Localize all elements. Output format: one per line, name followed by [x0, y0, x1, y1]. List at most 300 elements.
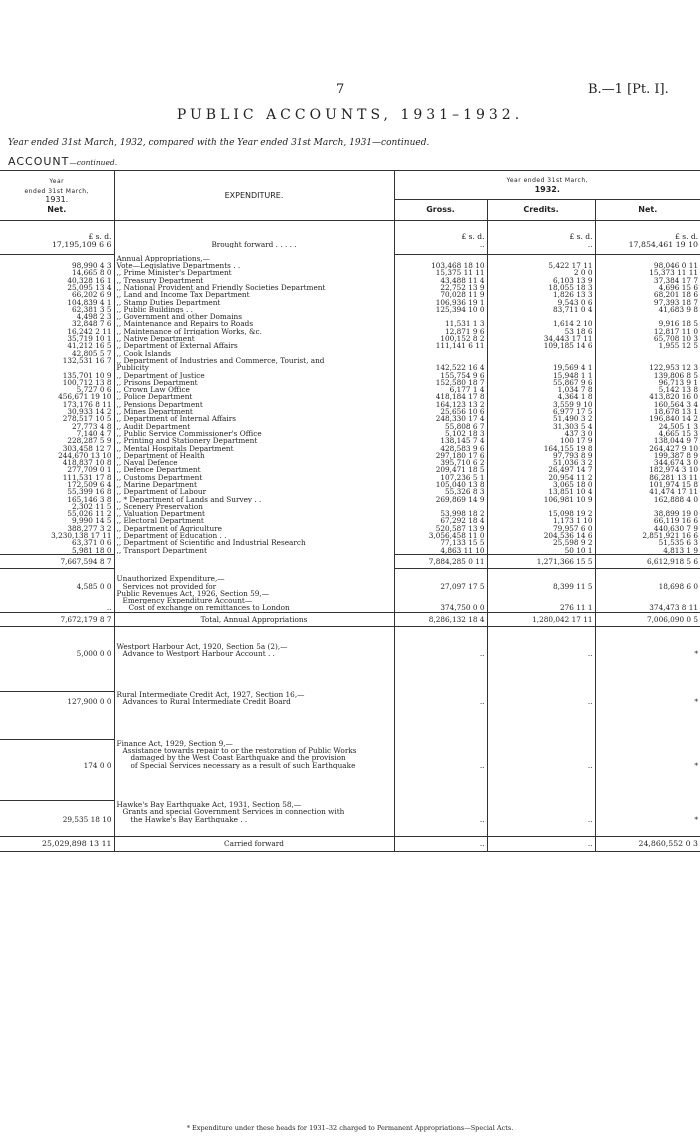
brought-forward-row	[0, 241, 700, 249]
vote-credits	[487, 313, 595, 320]
unit-prev: £ s. d.	[88, 232, 112, 241]
bf-label-cell	[114, 241, 394, 249]
vote-net: 68,201 18 6	[595, 291, 700, 298]
vote-prev: 25,095 13 4	[67, 283, 112, 292]
finance-row	[0, 762, 700, 769]
vote-gross: 155,754 9 6	[394, 372, 487, 379]
vote-desc: ,, Mental Hospitals Department	[114, 445, 394, 452]
vote-gross: 15,375 11 11	[394, 269, 487, 276]
vote-row	[0, 445, 700, 452]
vote-row	[0, 357, 700, 364]
total-label: Total, Annual Appropriations	[114, 612, 394, 626]
unauth-heading: Unauthorized Expenditure,—	[114, 575, 394, 582]
prev-year-h1: Year	[49, 178, 65, 185]
vote-gross	[394, 350, 487, 357]
exchange-prev: ..	[106, 604, 112, 613]
curr-year-header	[394, 171, 700, 200]
vote-gross: 11,531 1 3	[394, 320, 487, 327]
vote-prev: 244,670 13 10	[58, 451, 112, 460]
vote-net: 86,281 13 11	[595, 474, 700, 481]
vote-row	[0, 401, 700, 408]
subtotal-row	[0, 554, 700, 568]
hawkes-credits: ..	[487, 816, 595, 823]
vote-gross: 111,141 6 11	[394, 342, 487, 349]
vote-desc: ,, Department of Health	[114, 452, 394, 459]
vote-net: 37,384 17 7	[595, 277, 700, 284]
vote-prev: 32,848 7 6	[72, 320, 112, 328]
prev-year-h3: 1931.	[45, 195, 69, 204]
vote-row	[0, 350, 700, 357]
subtotal-net: 6,612,918 5 6	[595, 554, 700, 568]
vote-row	[0, 284, 700, 291]
unauth-credits: 8,399 11 5	[487, 583, 595, 590]
cf-label: Carried forward	[114, 837, 394, 852]
vote-row	[0, 452, 700, 459]
vote-gross: 297,180 17 6	[394, 452, 487, 459]
vote-prev: 42,805 5 7	[72, 349, 112, 357]
vote-net: 5,142 13 8	[595, 386, 700, 393]
total-gross: 8,286,132 18 4	[394, 612, 487, 626]
rural-net: *	[595, 698, 700, 705]
westport-prev: 5,000 0 0	[76, 649, 112, 658]
vote-gross: 55,326 8 3	[394, 488, 487, 495]
vote-desc: ,, Printing and Stationery Department	[114, 437, 394, 444]
vote-gross: 103,468 18 10	[394, 262, 487, 269]
vote-prev: 3,230,138 17 11	[51, 532, 112, 540]
vote-desc: ,, Department of Industries and Commerce, Tourist, and	[114, 357, 394, 364]
vote-gross: 209,471 18 5	[394, 466, 487, 473]
account-continued: —continued.	[69, 158, 118, 167]
rural-prev: 127,900 0 0	[67, 698, 112, 706]
vote-desc: ,, Defence Department	[114, 466, 394, 473]
unauth-gross: 27,097 17 5	[394, 583, 487, 590]
vote-row	[0, 262, 700, 269]
vote-credits	[487, 357, 595, 364]
finance-gross: ..	[394, 762, 487, 769]
vote-row	[0, 525, 700, 532]
cf-prev: 25,029,898 13 11	[0, 837, 114, 852]
hawkes-net: *	[595, 816, 700, 823]
vote-row	[0, 335, 700, 342]
vote-row	[0, 510, 700, 517]
vote-gross: 395,710 6 2	[394, 459, 487, 466]
vote-row	[0, 503, 700, 510]
unauth-line: Services not provided for	[114, 583, 394, 590]
vote-desc: ,, National Provident and Friendly Societies Department	[114, 284, 394, 291]
vote-net: 24,505 1 3	[595, 423, 700, 430]
vote-net: 4,813 1 9	[595, 547, 700, 555]
unauth-row	[0, 583, 700, 590]
vote-row	[0, 547, 700, 555]
vote-gross	[394, 357, 487, 364]
footnote: * Expenditure under these heads for 1931–32 charged to Permanent Appropriations—Special Acts.	[186, 1124, 514, 1132]
hawkes-prev: 29,535 18 10	[62, 815, 112, 823]
vote-prev: 111,531 17 8	[62, 473, 112, 481]
vote-gross: 418,184 17 8	[394, 393, 487, 400]
vote-row	[0, 342, 700, 349]
vote-row	[0, 532, 700, 539]
rural-row	[0, 698, 700, 705]
vote-gross: 5,102 18 3	[394, 430, 487, 437]
vote-gross: 70,028 11 9	[394, 291, 487, 298]
vote-prev: 303,458 12 7	[62, 444, 112, 452]
vote-credits: 9,543 0 6	[487, 299, 595, 306]
unit-gross: £ s. d.	[394, 221, 487, 241]
vote-net: 264,427 9 10	[595, 445, 700, 452]
vote-credits: 1,034 7 8	[487, 386, 595, 393]
vote-credits: 2 0 0	[487, 269, 595, 276]
vote-desc: ,, Department of External Affairs	[114, 342, 394, 349]
cf-gross: ..	[394, 837, 487, 852]
unauth-act: Public Revenues Act, 1926, Section 59,—	[114, 590, 394, 597]
vote-desc: ,, Police Department	[114, 393, 394, 400]
vote-net: 1,955 12 5	[595, 342, 700, 349]
vote-prev: 62,381 3 5	[72, 305, 112, 314]
vote-gross: 12,871 9 6	[394, 328, 487, 335]
vote-row	[0, 393, 700, 400]
vote-net: 101,974 15 8	[595, 481, 700, 488]
vote-desc: ,, Stamp Duties Department	[114, 299, 394, 306]
vote-desc: ,, Department of Internal Affairs	[114, 415, 394, 422]
vote-credits: 106,981 10 9	[487, 496, 595, 503]
vote-gross: 4,863 11 10	[394, 547, 487, 555]
vote-prev: 27,773 4 8	[72, 422, 112, 430]
vote-credits: 109,185 14 6	[487, 342, 595, 349]
vote-desc: ,, Mines Department	[114, 408, 394, 415]
vote-row	[0, 269, 700, 276]
vote-desc: ,, Public Buildings . .	[114, 306, 394, 313]
vote-desc: ,, Department of Agriculture	[114, 525, 394, 532]
vote-gross: 25,656 10 6	[394, 408, 487, 415]
vote-gross: 142,522 16 4	[394, 364, 487, 371]
vote-desc: ,, Public Service Commissioner's Office	[114, 430, 394, 437]
vote-desc: ,, Department of Scientific and Industrial Research	[114, 539, 394, 546]
vote-prev: 277,709 0 1	[67, 466, 112, 474]
vote-prev: 135,701 10 9	[62, 371, 112, 379]
vote-gross: 3,056,458 11 0	[394, 532, 487, 539]
net-header: Net.	[595, 200, 700, 221]
vote-net: 196,840 14 2	[595, 415, 700, 422]
vote-prev: 132,531 16 7	[62, 356, 112, 365]
unit-credits: £ s. d.	[487, 221, 595, 241]
vote-row	[0, 408, 700, 415]
vote-desc: ,, Customs Department	[114, 474, 394, 481]
vote-row	[0, 277, 700, 284]
rural-line1: Rural Intermediate Credit Act, 1927, Section 16,—	[114, 691, 394, 698]
westport-net: *	[595, 650, 700, 657]
vote-net: 65,708 10 3	[595, 335, 700, 342]
vote-net: 66,119 16 6	[595, 517, 700, 524]
vote-net: 139,806 8 5	[595, 372, 700, 379]
vote-gross: 67,292 18 4	[394, 517, 487, 524]
vote-credits: 26,497 14 7	[487, 466, 595, 473]
subtotal-gross: 7,884,285 0 11	[394, 554, 487, 568]
vote-credits: 55,867 9 6	[487, 379, 595, 386]
vote-prev: 228,287 5 9	[67, 437, 112, 445]
vote-net: 41,474 17 11	[595, 488, 700, 495]
vote-credits	[487, 350, 595, 357]
bf-prev: 17,195,109 6 6	[51, 240, 112, 249]
vote-desc: ,, Prisons Department	[114, 379, 394, 386]
bf-gross: ..	[394, 241, 487, 249]
vote-row	[0, 430, 700, 437]
exchange-gross: 374,750 0 0	[394, 604, 487, 612]
vote-desc: ,, Audit Department	[114, 423, 394, 430]
vote-net: 41,683 9 8	[595, 306, 700, 313]
vote-net: 38,899 19 0	[595, 510, 700, 517]
finance-line4: of Special Services necessary as a result of such Earthquake	[114, 762, 394, 769]
vote-row	[0, 481, 700, 488]
vote-gross: 77,133 15 5	[394, 539, 487, 546]
vote-row	[0, 306, 700, 313]
bf-credits: ..	[487, 241, 595, 249]
vote-credits: 204,536 14 6	[487, 532, 595, 539]
vote-credits: 51,036 3 2	[487, 459, 595, 466]
exchange-net: 374,473 8 11	[595, 604, 700, 612]
vote-credits: 13,851 10 4	[487, 488, 595, 495]
vote-gross: 6,177 1 4	[394, 386, 487, 393]
annual-heading: Annual Appropriations,—	[114, 255, 394, 262]
hawkes-gross: ..	[394, 816, 487, 823]
page-subtitle: Year ended 31st March, 1932, compared with the Year ended 31st March, 1931—continued.	[8, 138, 430, 148]
vote-credits: 25,598 9 2	[487, 539, 595, 546]
vote-desc: ,, Pensions Department	[114, 401, 394, 408]
vote-prev: 165,146 3 8	[67, 495, 112, 503]
expenditure-header: EXPENDITURE.	[114, 171, 394, 221]
vote-credits: 6,103 13 9	[487, 277, 595, 284]
vote-row	[0, 496, 700, 503]
vote-desc: ,, Land and Income Tax Department	[114, 291, 394, 298]
vote-desc: ,, Valuation Department	[114, 510, 394, 517]
vote-net	[595, 357, 700, 364]
vote-desc: ,, Department of Justice	[114, 372, 394, 379]
vote-desc: Vote—Legislative Departments . .	[114, 262, 394, 269]
vote-credits: 100 17 9	[487, 437, 595, 444]
cf-credits: ..	[487, 837, 595, 852]
vote-gross	[394, 503, 487, 510]
vote-gross: 248,330 17 4	[394, 415, 487, 422]
vote-credits: 1,173 1 10	[487, 517, 595, 524]
vote-row	[0, 474, 700, 481]
vote-prev: 55,399 16 8	[67, 488, 112, 496]
exchange-line: Cost of exchange on remittances to London	[114, 604, 394, 612]
vote-credits: 3,065 18 0	[487, 481, 595, 488]
vote-credits: 97,793 8 9	[487, 452, 595, 459]
westport-gross: ..	[394, 650, 487, 657]
vote-prev: 63,371 0 6	[72, 539, 112, 547]
vote-prev: 41,212 16 5	[67, 342, 112, 350]
vote-credits: 20,954 11 2	[487, 474, 595, 481]
rural-gross: ..	[394, 698, 487, 705]
vote-row	[0, 539, 700, 546]
vote-desc: ,, Prime Minister's Department	[114, 269, 394, 276]
vote-net: 182,974 3 10	[595, 466, 700, 473]
vote-gross: 107,236 5 1	[394, 474, 487, 481]
total-prev: 7,672,179 8 7	[0, 612, 114, 626]
vote-desc: ,, Crown Law Office	[114, 386, 394, 393]
vote-prev: 173,176 8 11	[62, 400, 112, 409]
subtotal-credits: 1,271,366 15 5	[487, 554, 595, 568]
vote-credits: 1,614 2 10	[487, 320, 595, 327]
vote-credits: 15,948 1 1	[487, 372, 595, 379]
vote-prev: 14,665 8 0	[72, 269, 112, 277]
bf-dots: . . . . .	[275, 240, 297, 249]
vote-prev: 172,509 6 4	[67, 481, 112, 489]
account-label: ACCOUNT	[8, 155, 70, 168]
vote-net: 4,665 15 3	[595, 430, 700, 437]
document-reference: B.—1 [Pt. I].	[588, 82, 669, 97]
vote-net: 97,393 18 7	[595, 299, 700, 306]
vote-row	[0, 517, 700, 524]
vote-desc: ,, Native Department	[114, 335, 394, 342]
hawkes-line1: Hawke's Bay Earthquake Act, 1931, Section 58,—	[114, 801, 394, 808]
vote-credits: 3,559 9 10	[487, 401, 595, 408]
vote-credits: 164,155 19 8	[487, 445, 595, 452]
vote-net: 51,535 6 3	[595, 539, 700, 546]
vote-gross: 269,869 14 9	[394, 496, 487, 503]
vote-desc: ,, Transport Department	[114, 547, 394, 555]
finance-credits: ..	[487, 762, 595, 769]
vote-prev: 418,837 10 8	[62, 459, 112, 467]
vote-desc: ,, Department of Labour	[114, 488, 394, 495]
vote-row	[0, 459, 700, 466]
curr-year-h1: Year ended 31st March,	[506, 176, 589, 184]
vote-credits: 6,977 17 5	[487, 408, 595, 415]
vote-row	[0, 386, 700, 393]
vote-credits: 437 3 0	[487, 430, 595, 437]
prev-year-h4: Net.	[47, 205, 67, 214]
page-number: 7	[336, 82, 345, 97]
vote-net: 122,953 12 3	[595, 364, 700, 371]
westport-line2: Advance to Westport Harbour Account . .	[114, 650, 394, 657]
curr-year-h2: 1932.	[534, 184, 560, 194]
hawkes-line3: the Hawke's Bay Earthquake . .	[114, 816, 394, 823]
vote-gross: 106,936 19 1	[394, 299, 487, 306]
vote-net	[595, 503, 700, 510]
vote-desc: Publicity	[114, 364, 394, 371]
vote-net: 344,674 3 0	[595, 459, 700, 466]
vote-credits: 83,711 0 4	[487, 306, 595, 313]
vote-row	[0, 379, 700, 386]
vote-row	[0, 466, 700, 473]
rural-credits: ..	[487, 698, 595, 705]
vote-prev: 104,839 4 1	[67, 298, 112, 306]
vote-net: 18,678 13 1	[595, 408, 700, 415]
vote-prev: 9,990 14 5	[72, 517, 112, 525]
vote-prev: 35,719 10 1	[67, 335, 112, 343]
vote-gross: 100,152 8 2	[394, 335, 487, 342]
vote-gross: 428,583 9 6	[394, 445, 487, 452]
vote-net: 160,564 3 4	[595, 401, 700, 408]
vote-prev: 5,727 0 6	[76, 386, 112, 394]
vote-prev: 16,242 2 11	[67, 327, 112, 336]
vote-net: 2,851,921 16 6	[595, 532, 700, 539]
vote-desc: ,, Cook Islands	[114, 350, 394, 357]
annual-blank	[0, 255, 114, 262]
unauth-net: 18,698 6 0	[595, 583, 700, 590]
vote-credits: 31,303 5 4	[487, 423, 595, 430]
vote-net: 413,820 16 0	[595, 393, 700, 400]
vote-gross: 105,040 13 8	[394, 481, 487, 488]
exchange-credits: 276 11 1	[487, 604, 595, 612]
prev-year-h2: ended 31st March,	[24, 187, 89, 195]
vote-row	[0, 299, 700, 306]
vote-credits: 34,443 17 11	[487, 335, 595, 342]
unauth-prev: 4,585 0 0	[76, 582, 112, 590]
vote-prev: 40,328 16 1	[67, 276, 112, 284]
expenditure-table	[0, 170, 700, 852]
vote-row	[0, 291, 700, 298]
finance-prev: 174 0 0	[83, 761, 112, 769]
vote-prev: 278,517 10 5	[62, 415, 112, 423]
vote-gross: 520,587 13 9	[394, 525, 487, 532]
total-net: 7,006,090 0 5	[595, 612, 700, 626]
westport-row	[0, 650, 700, 657]
exchange-row	[0, 604, 700, 612]
vote-desc: ,, Scenery Preservation	[114, 503, 394, 510]
vote-prev: 66,202 6 9	[72, 291, 112, 299]
vote-prev: 456,671 19 10	[58, 393, 112, 401]
carried-forward-row	[0, 837, 700, 852]
vote-credits: 4,364 1 8	[487, 393, 595, 400]
vote-prev	[0, 364, 114, 371]
vote-desc: ,, Maintenance of Irrigation Works, &c.	[114, 328, 394, 335]
vote-prev: 30,933 14 2	[67, 408, 112, 416]
vote-credits: 79,957 6 0	[487, 525, 595, 532]
vote-net: 199,387 8 9	[595, 452, 700, 459]
vote-net	[595, 313, 700, 320]
vote-row	[0, 415, 700, 422]
vote-row	[0, 364, 700, 371]
vote-net	[595, 350, 700, 357]
vote-net: 138,044 9 7	[595, 437, 700, 444]
prev-year-header	[0, 171, 114, 221]
rural-line2: Advances to Rural Intermediate Credit Board	[114, 698, 394, 705]
cf-net: 24,860,552 0 3	[595, 837, 700, 852]
vote-gross: 22,752 13 9	[394, 284, 487, 291]
vote-credits: 5,422 17 11	[487, 262, 595, 269]
vote-desc: ,, * Department of Lands and Survey . .	[114, 496, 394, 503]
vote-net: 162,888 4 0	[595, 496, 700, 503]
bf-net: 17,854,461 19 10	[595, 241, 700, 249]
vote-desc: ,, Marine Department	[114, 481, 394, 488]
vote-prev: 98,990 4 3	[72, 262, 112, 270]
credits-header: Credits.	[487, 200, 595, 221]
vote-credits: 50 10 1	[487, 547, 595, 555]
vote-gross: 125,394 10 0	[394, 306, 487, 313]
vote-prev: 4,498 2 3	[76, 313, 112, 321]
finance-line3: damaged by the West Coast Earthquake and the provision	[114, 754, 394, 761]
vote-prev: 55,026 11 2	[67, 510, 112, 518]
account-heading	[8, 155, 117, 168]
vote-net: 98,046 0 11	[595, 262, 700, 269]
vote-net: 440,630 7 9	[595, 525, 700, 532]
vote-desc: ,, Department of Education . .	[114, 532, 394, 539]
bf-label: Brought forward	[211, 240, 274, 249]
hawkes-line2: Grants and special Government Services in connection with	[114, 808, 394, 815]
vote-row	[0, 320, 700, 327]
vote-credits: 1,826 13 3	[487, 291, 595, 298]
vote-row	[0, 328, 700, 335]
vote-gross: 53,998 18 2	[394, 510, 487, 517]
unit-desc	[114, 221, 394, 241]
vote-gross: 55,808 6 7	[394, 423, 487, 430]
vote-desc: ,, Electoral Department	[114, 517, 394, 524]
westport-line1: Westport Harbour Act, 1920, Section 5a (2),—	[114, 643, 394, 650]
vote-credits: 19,569 4 1	[487, 364, 595, 371]
vote-desc: ,, Naval Defence	[114, 459, 394, 466]
vote-gross: 43,488 11 4	[394, 277, 487, 284]
